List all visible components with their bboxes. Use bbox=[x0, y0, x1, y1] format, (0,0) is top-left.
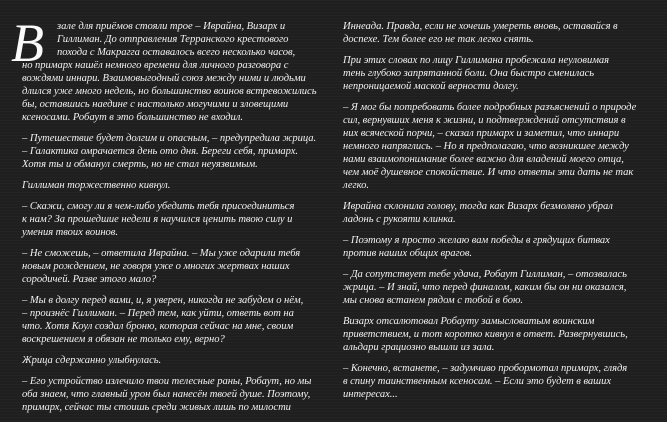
text-line: похода с Макрагга оставалось всего несколько часов, bbox=[57, 47, 296, 58]
text-line: длился уже много недель, но большинство воинов встревожились bbox=[22, 86, 317, 97]
text-line: бы, оставшись наедине с настолько могучими и зловещими bbox=[22, 99, 289, 110]
text-line: Гиллиман. До отправления Терранского крестового bbox=[57, 34, 289, 45]
text-line: – Путешествие будет долгим и опасным, – предупредила жрица. bbox=[22, 133, 317, 144]
text-line: ладонь с рукояти клинка. bbox=[343, 214, 456, 225]
text-line: зале для приёмов стояли трое – Иврайна, Визарх и bbox=[57, 21, 286, 32]
text-line: легко. bbox=[343, 180, 369, 191]
left-column bbox=[11, 13, 332, 422]
paragraph bbox=[343, 20, 661, 46]
text-line: примарх, сейчас ты стоишь среди живых лишь по милости bbox=[22, 402, 291, 413]
paragraph bbox=[343, 200, 661, 226]
text-line: интересах... bbox=[343, 389, 398, 400]
text-line: – Я мог бы потребовать более подробных разъяснений о природе bbox=[343, 102, 637, 113]
text-line: При этих словах по лицу Гиллимана пробежала неуловимая bbox=[343, 55, 610, 66]
paragraph bbox=[22, 294, 332, 346]
text-line: жрица. – И знай, что перед финалом, каким бы он ни оказался, bbox=[343, 282, 627, 293]
paragraph bbox=[343, 268, 661, 307]
text-line: – Мы в долгу перед вами, и, я уверен, никогда не забудем о нём, bbox=[22, 295, 304, 306]
text-line: к нам? За прошедшие недели я научился ценить твою силу и bbox=[22, 214, 293, 225]
paragraph bbox=[343, 101, 661, 192]
paragraph bbox=[22, 132, 332, 171]
drop-cap: В bbox=[11, 13, 44, 73]
text-line: Гиллиман торжественно кивнул. bbox=[22, 180, 171, 191]
paragraph bbox=[22, 20, 332, 124]
text-line: альдари грациозно вышли из зала. bbox=[343, 342, 495, 353]
text-line: доспехе. Тем более его не так легко снять. bbox=[343, 34, 534, 45]
text-line: но примарх нашёл немного времени для личного разговора с bbox=[22, 60, 289, 71]
text-line: Иврайна склонила голову, тогда как Визарх безмолвно убрал bbox=[343, 201, 613, 212]
text-line: – произнёс Гиллиман. – Перед тем, как уйти, ответь вот на bbox=[22, 308, 294, 319]
text-line: в спину таинственным ксеносам. – Если это будет в ваших bbox=[343, 376, 612, 387]
text-line: ксеносами. Робаут в это большинство не входил. bbox=[22, 112, 243, 123]
text-line: против наших общих врагов. bbox=[343, 248, 472, 259]
text-line: них всяческой порчи, – сказал примарх и заметил, что иннари bbox=[343, 128, 620, 139]
text-line: оба знаем, что главный урон был нанесён твоей душе. Поэтому, bbox=[22, 389, 311, 400]
text-line: вождями иннари. Взаимовыгодный союз между ними и людьми bbox=[22, 73, 306, 84]
text-line: сил, вернувших меня к жизни, и подтверждений отсутствия в bbox=[343, 115, 626, 126]
paragraph bbox=[343, 234, 661, 260]
paragraph bbox=[22, 375, 332, 414]
text-line: нами взаимопонимание более важно для владений моего отца, bbox=[343, 154, 624, 165]
text-line: Иннеада. Правда, если не хочешь умереть вновь, оставайся в bbox=[343, 21, 618, 32]
text-line: – Скажи, смогу ли я чем-либо убедить тебя присоединиться bbox=[22, 201, 295, 212]
text-line: приветствием, и тот коротко кивнул в ответ. Развернувшись, bbox=[343, 329, 628, 340]
text-line: умения твоих воинов. bbox=[22, 227, 118, 238]
text-line: немного напряглись. – Но я предполагаю, что возникшее между bbox=[343, 141, 629, 152]
paragraph bbox=[22, 247, 332, 286]
text-line: чем моё душевное спокойствие. И что ответы эти дать не так bbox=[343, 167, 634, 178]
text-line: мы снова встанем рядом с тобой в бою. bbox=[343, 295, 523, 306]
text-line: что. Хотя Коул создал броню, которая сейчас на мне, своим bbox=[22, 321, 294, 332]
text-line: Визарх отсалютовал Робауту замысловатым воинским bbox=[343, 316, 595, 327]
text-line: тень глубоко запрятанной боли. Она быстро сменилась bbox=[343, 68, 594, 79]
right-column bbox=[343, 20, 661, 409]
text-line: – Не сможешь, – ответила Иврайна. – Мы уже одарили тебя bbox=[22, 248, 301, 259]
paragraph bbox=[343, 54, 661, 93]
text-line: непроницаемой маской верности долгу. bbox=[343, 81, 519, 92]
paragraph bbox=[343, 362, 661, 401]
text-line: – Галактика омрачается день ото дня. Береги себя, примарх. bbox=[22, 146, 298, 157]
text-line: новым рождением, не говоря уже о многих жертвах наших bbox=[22, 261, 290, 272]
paragraph bbox=[343, 315, 661, 354]
text-line: Хотя ты и обманул смерть, но не стал неуязвимым. bbox=[22, 159, 258, 170]
text-line: воскрешением я обязан не только ему, верно? bbox=[22, 334, 225, 345]
paragraph bbox=[22, 179, 332, 192]
text-line: – Да сопутствует тебе удача, Робаут Гиллиман, – отозвалась bbox=[343, 269, 627, 280]
text-line: – Его устройство излечило твои телесные раны, Робаут, но мы bbox=[22, 376, 312, 387]
paragraph bbox=[22, 354, 332, 367]
text-line: – Конечно, встанете, – задумчиво пробормотал примарх, глядя bbox=[343, 363, 628, 374]
text-line: – Поэтому я просто желаю вам победы в грядущих битвах bbox=[343, 235, 610, 246]
text-line: сородичей. Разве этого мало? bbox=[22, 274, 157, 285]
paragraph bbox=[22, 200, 332, 239]
text-line: Жрица сдержанно улыбнулась. bbox=[22, 355, 162, 366]
